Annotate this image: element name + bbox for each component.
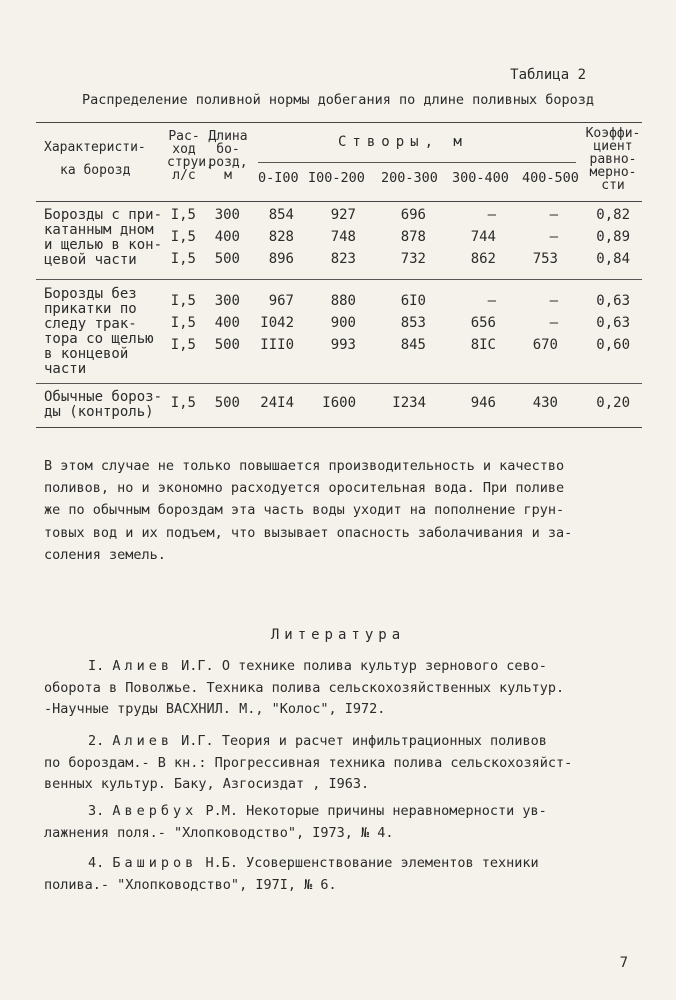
table-cell: 300 [214, 207, 240, 223]
table-cell: – [549, 229, 558, 245]
header-station-2: I00-200 [308, 170, 365, 186]
table-cell: 748 [330, 229, 356, 245]
table-cell: 24I4 [260, 395, 294, 411]
table-cell: 0,63 [596, 315, 630, 331]
table-cell: 400 [214, 315, 240, 331]
group2-label: Борозды без прикатки по следу трак- тора со щелью в концевой части [44, 286, 154, 377]
table-cell: 967 [268, 293, 294, 309]
header-stations-group: Створы, м [338, 134, 468, 150]
table-cell: I,5 [170, 315, 196, 331]
table-cell: – [487, 207, 496, 223]
header-station-1: 0-I00 [258, 170, 299, 186]
table-cell: 828 [268, 229, 294, 245]
table-cell: 896 [268, 251, 294, 267]
table-cell: I,5 [170, 207, 196, 223]
literature-title: Литература [270, 627, 406, 643]
header-station-3: 200-300 [381, 170, 438, 186]
header-flow: Рас- ход струи, л/с [167, 129, 214, 183]
table-cell: III0 [260, 337, 294, 353]
table-top-rule [36, 122, 642, 123]
table-cell: 8IC [470, 337, 496, 353]
table-cell: 0,60 [596, 337, 630, 353]
table-cell: 430 [532, 395, 558, 411]
table-cell: 0,20 [596, 395, 630, 411]
table-cell: 300 [214, 293, 240, 309]
table-cell: I042 [260, 315, 294, 331]
stations-underline [258, 162, 576, 163]
table-cell: I600 [322, 395, 356, 411]
group1-label: Борозды с при- катанным дном и щелью в кон- цевой части [44, 207, 163, 268]
table-cell: 854 [268, 207, 294, 223]
table-cell: 900 [330, 315, 356, 331]
table-title: Распределение поливной нормы добегания по длине поливных борозд [81, 92, 595, 108]
table-cell: I,5 [170, 229, 196, 245]
table-cell: 853 [400, 315, 426, 331]
table-cell: I,5 [170, 293, 196, 309]
table-cell: 0,84 [596, 251, 630, 267]
header-station-5: 400-500 [522, 170, 579, 186]
reference-1: I. Алиев И.Г. О технике полива культур зернового сево- оборота в Поволжье. Техника полива сельскохозяйственных культур. -Научные труды ВАСХНИЛ. М., "Колос", I972. [44, 658, 565, 718]
table-cell: 0,89 [596, 229, 630, 245]
table-cell: 0,63 [596, 293, 630, 309]
table-cell: 823 [330, 251, 356, 267]
table-cell: 862 [470, 251, 496, 267]
table-cell: I234 [392, 395, 426, 411]
table-cell: 845 [400, 337, 426, 353]
table-cell: 878 [400, 229, 426, 245]
group1-separator [36, 279, 642, 280]
table-number: Таблица 2 [510, 67, 586, 83]
page-number: 7 [619, 955, 628, 971]
table-bottom-rule [36, 427, 642, 428]
table-cell: – [549, 207, 558, 223]
reference-2: 2. Алиев И.Г. Теория и расчет инфильтрационных поливов по бороздам.- В кн.: Прогрессивная техника полива сельскохозяйст- венных культур. Баку, Азгосиздат , I963. [44, 733, 573, 793]
table-cell: 732 [400, 251, 426, 267]
table-cell: 753 [532, 251, 558, 267]
group3-label: Обычные бороз- ды (контроль) [44, 389, 163, 420]
table-cell: 744 [470, 229, 496, 245]
table-cell: I,5 [170, 395, 196, 411]
table-cell: 656 [470, 315, 496, 331]
table-cell: 927 [330, 207, 356, 223]
reference-3: 3. Авербух Р.М. Некоторые причины неравномерности ув- лажнения поля.- "Хлопководство", I973, № 4. [44, 803, 547, 841]
header-length: Длина бо- розд, м [208, 129, 248, 183]
table-cell: 500 [214, 337, 240, 353]
table-cell: 500 [214, 395, 240, 411]
table-cell: 670 [532, 337, 558, 353]
table-cell: 880 [330, 293, 356, 309]
table-cell: 0,82 [596, 207, 630, 223]
header-coef: Коэффи- циент равно- мерно- сти [585, 126, 641, 193]
group2-separator [36, 383, 642, 384]
table-cell: 400 [214, 229, 240, 245]
reference-4: 4. Баширов Н.Б. Усовершенствование элементов техники полива.- "Хлопководство", I97I, № 6. [44, 855, 539, 893]
table-cell: I,5 [170, 337, 196, 353]
header-station-4: 300-400 [452, 170, 509, 186]
table-cell: 500 [214, 251, 240, 267]
body-paragraph: В этом случае не только повышается производительность и качество поливов, но и экономно расходуется оросительная вода. При поливе же по обычным бороздам эта часть воды уходит на пополнение грун- товых вод и их подъем, что вызывает опасность заболачивания и за- соления земель. [44, 458, 573, 563]
table-cell: – [487, 293, 496, 309]
table-cell: I,5 [170, 251, 196, 267]
table-header-rule [36, 201, 642, 202]
table-cell: 946 [470, 395, 496, 411]
table-cell: – [549, 315, 558, 331]
table-cell: 993 [330, 337, 356, 353]
table-cell: 696 [400, 207, 426, 223]
table-cell: – [549, 293, 558, 309]
table-cell: 6I0 [400, 293, 426, 309]
header-characteristics: Характеристи- ка борозд [44, 140, 146, 178]
